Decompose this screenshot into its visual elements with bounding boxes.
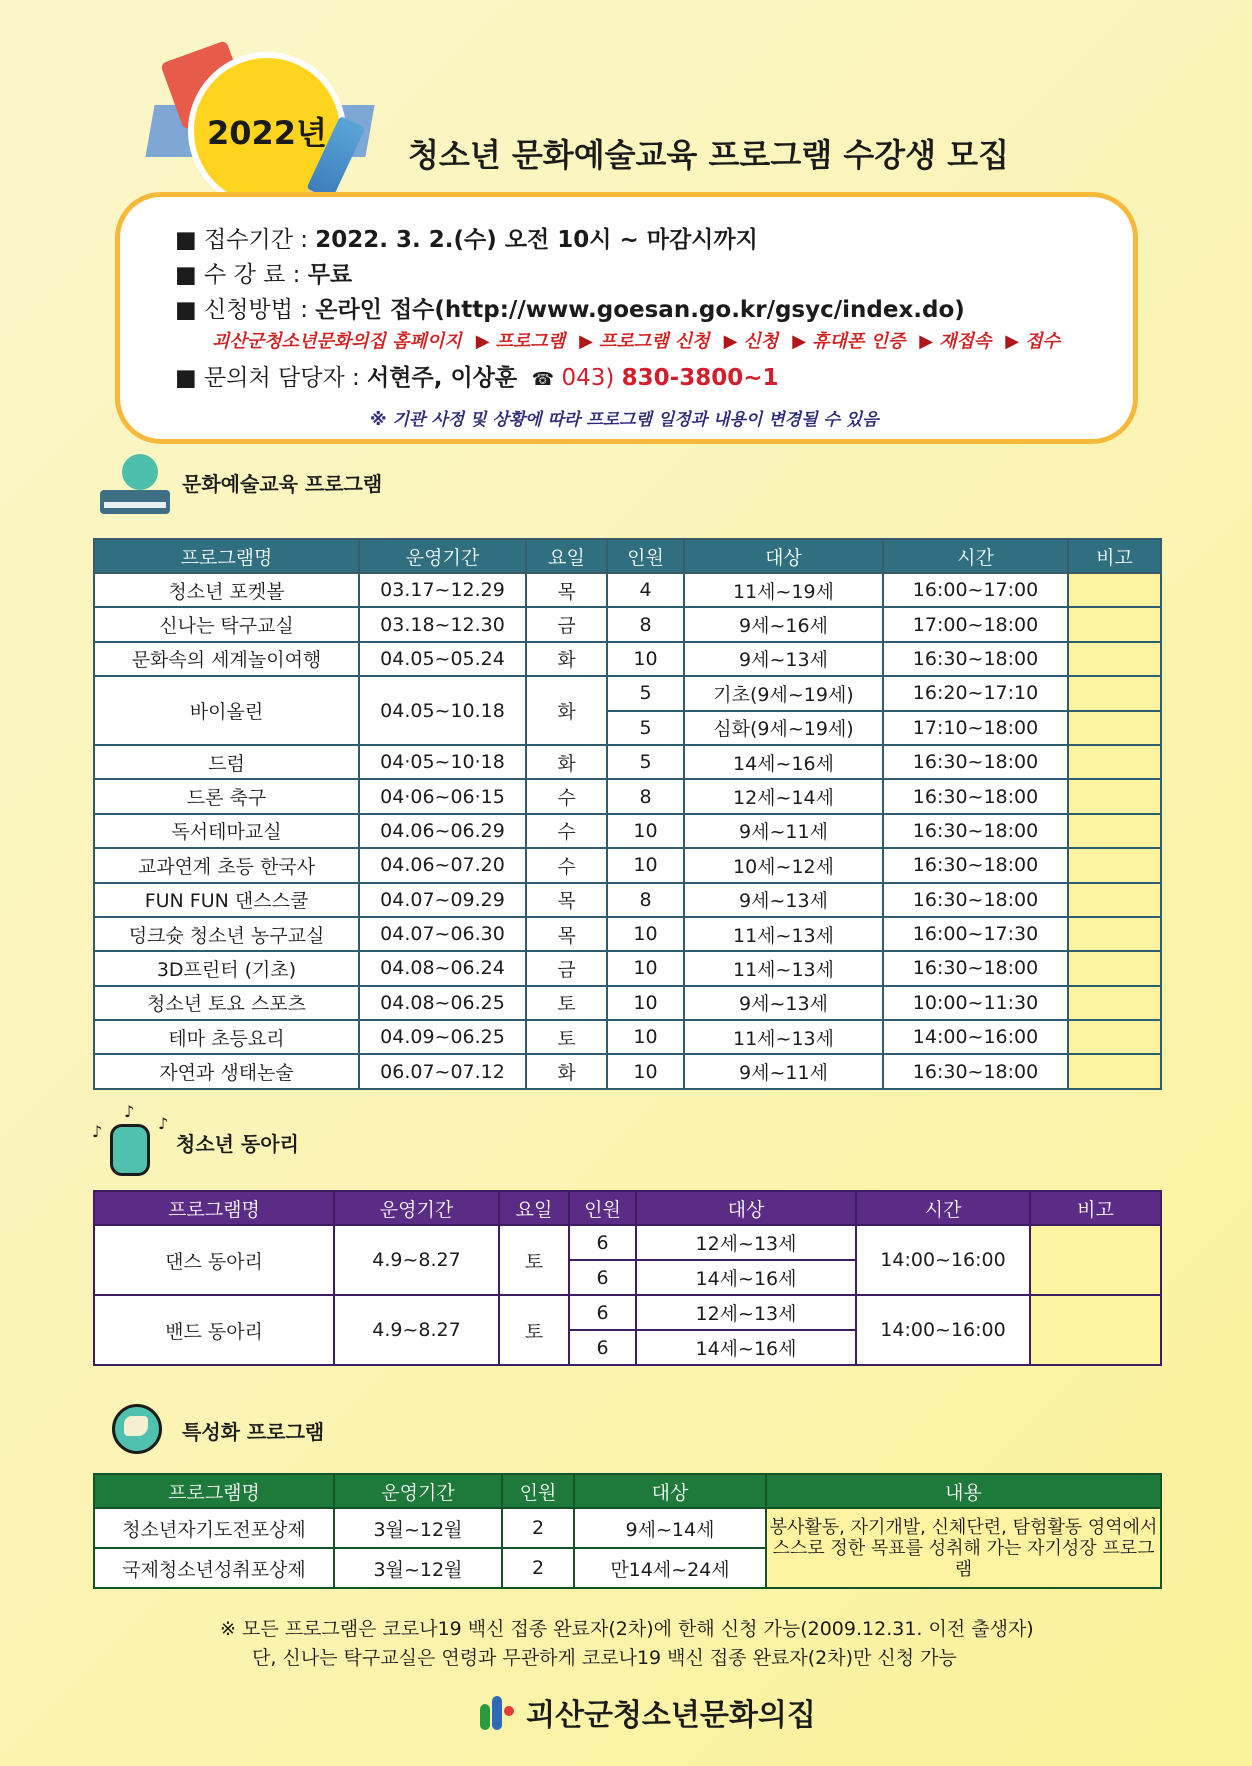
- table-row: 바이올린 04.05~10.18 화 5 기초(9세~19세) 16:20~17:10: [94, 676, 1161, 710]
- table-row: 청소년 포켓볼 03.17~12.29 목 4 11세~19세 16:00~17:00: [94, 573, 1161, 607]
- info-box: [115, 192, 1138, 444]
- table-row: 밴드 동아리 4.9~8.27 토 6 12세~13세 14:00~16:00: [94, 1295, 1161, 1330]
- org-logo: [478, 1690, 816, 1734]
- table-header: 프로그램명 운영기간 요일 인원 대상 시간 비고: [94, 1191, 1161, 1225]
- arrow-icon: ▶: [579, 331, 593, 352]
- table-row: 덩크슛 청소년 농구교실 04.07~06.30 목 10 11세~13세 16:00~17:30: [94, 917, 1161, 951]
- table-row: 문화속의 세계놀이여행 04.05~05.24 화 10 9세~13세 16:30~18:00: [94, 642, 1161, 676]
- table-row: 테마 초등요리 04.09~06.25 토 10 11세~13세 14:00~16:00: [94, 1020, 1161, 1054]
- table-row: 6 14세~16세: [94, 1330, 1161, 1365]
- year-text: 2022년: [207, 114, 327, 152]
- section1-heading: 문화예술교육 프로그램: [100, 450, 382, 514]
- table-row: 댄스 동아리 4.9~8.27 토 6 12세~13세 14:00~16:00: [94, 1225, 1161, 1260]
- table-row: 국제청소년성취포상제 3월~12월 2 만14세~24세: [94, 1548, 1161, 1588]
- arrow-icon: ▶: [475, 331, 490, 352]
- page-title: 청소년 문화예술교육 프로그램 수강생 모집: [408, 136, 1009, 174]
- table-row: 독서테마교실 04.06~06.29 수 10 9세~11세 16:30~18:00: [94, 814, 1161, 848]
- table-row: 청소년자기도전포상제 3월~12월 2 9세~14세 봉사활동, 자기개발, 신체단련, 탐험활동 영역에서 스스로 정한 목표를 성취해 가는 자기성장 프로그램: [94, 1508, 1161, 1548]
- arrow-icon: ▶: [792, 331, 807, 352]
- table-header: 프로그램명 운영기간 요일 인원 대상 시간 비고: [94, 539, 1161, 573]
- special-program-table: [93, 1473, 1162, 1589]
- fee: ■ 수 강 료 : 무료: [175, 262, 353, 288]
- table-row: 교과연계 초등 한국사 04.06~07.20 수 10 10세~12세 16:30~18:00: [94, 848, 1161, 882]
- org-name: 괴산군청소년문화의집: [526, 1698, 816, 1733]
- table-row: 드론 축구 04·06~06·15 수 8 12세~14세 16:30~18:00: [94, 779, 1161, 813]
- arrow-icon: ▶: [723, 331, 738, 352]
- apply-url[interactable]: 온라인 접수(http://www.goesan.go.kr/gsyc/index.do): [315, 297, 965, 323]
- table-row: 6 14세~16세: [94, 1260, 1161, 1295]
- club-table: [93, 1190, 1162, 1366]
- apply-steps: 괴산군청소년문화의집 홈페이지 ▶ 프로그램 ▶ 프로그램 신청 ▶ 신청 ▶ 휴대폰 인증 ▶ 재접속 ▶ 접수: [212, 331, 1060, 352]
- culture-program-table: [93, 538, 1162, 1090]
- globe-icon: [98, 1390, 178, 1470]
- contact: ■ 문의처 담당자 : 서현주, 이상훈 ☎ 043) 830-3800~1: [175, 365, 779, 391]
- program-description: 봉사활동, 자기개발, 신체단련, 탐험활동 영역에서 스스로 정한 목표를 성취해 가는 자기성장 프로그램: [766, 1508, 1161, 1588]
- apply-method: ■ 신청방법 : 온라인 접수(http://www.goesan.go.kr/gsyc/index.do): [175, 297, 965, 323]
- phone-number[interactable]: 830-3800~1: [621, 365, 779, 391]
- book-apple-icon: [100, 450, 172, 514]
- table-row: FUN FUN 댄스스쿨 04.07~09.29 목 8 9세~13세 16:30~18:00: [94, 883, 1161, 917]
- table-row: 청소년 토요 스포츠 04.08~06.25 토 10 9세~13세 10:00~11:30: [94, 986, 1161, 1020]
- change-notice: ※ 기관 사정 및 상황에 따라 프로그램 일정과 내용이 변경될 수 있음: [370, 410, 879, 430]
- reception-period: ■ 접수기간 : 2022. 3. 2.(수) 오전 10시 ~ 마감시까지: [175, 227, 758, 253]
- pingpong-notice: 단, 신나는 탁구교실은 연령과 무관하게 코로나19 백신 접종 완료자(2차)만 신청 가능: [252, 1647, 957, 1669]
- table-row: 3D프린터 (기초) 04.08~06.24 금 10 11세~13세 16:30~18:00: [94, 951, 1161, 985]
- section2-heading: ♪ ♪ ♪ 청소년 동아리: [92, 1102, 299, 1182]
- table-header: 프로그램명 운영기간 인원 대상 내용: [94, 1474, 1161, 1508]
- arrow-icon: ▶: [919, 331, 934, 352]
- org-logo-icon: [478, 1692, 518, 1732]
- section3-heading: 특성화 프로그램: [98, 1390, 324, 1470]
- vaccine-notice: ※ 모든 프로그램은 코로나19 백신 접종 완료자(2차)에 한해 신청 가능(2009.12.31. 이전 출생자): [220, 1618, 1034, 1640]
- table-row: 5 심화(9세~19세) 17:10~18:00: [94, 711, 1161, 745]
- phone-icon: ☎: [531, 369, 555, 390]
- table-row: 드럼 04·05~10·18 화 5 14세~16세 16:30~18:00: [94, 745, 1161, 779]
- arrow-icon: ▶: [1005, 331, 1020, 352]
- table-row: 신나는 탁구교실 03.18~12.30 금 8 9세~16세 17:00~18:00: [94, 607, 1161, 641]
- table-row: 자연과 생태논술 06.07~07.12 화 10 9세~11세 16:30~18:00: [94, 1054, 1161, 1088]
- backpack-icon: ♪ ♪ ♪: [92, 1102, 172, 1182]
